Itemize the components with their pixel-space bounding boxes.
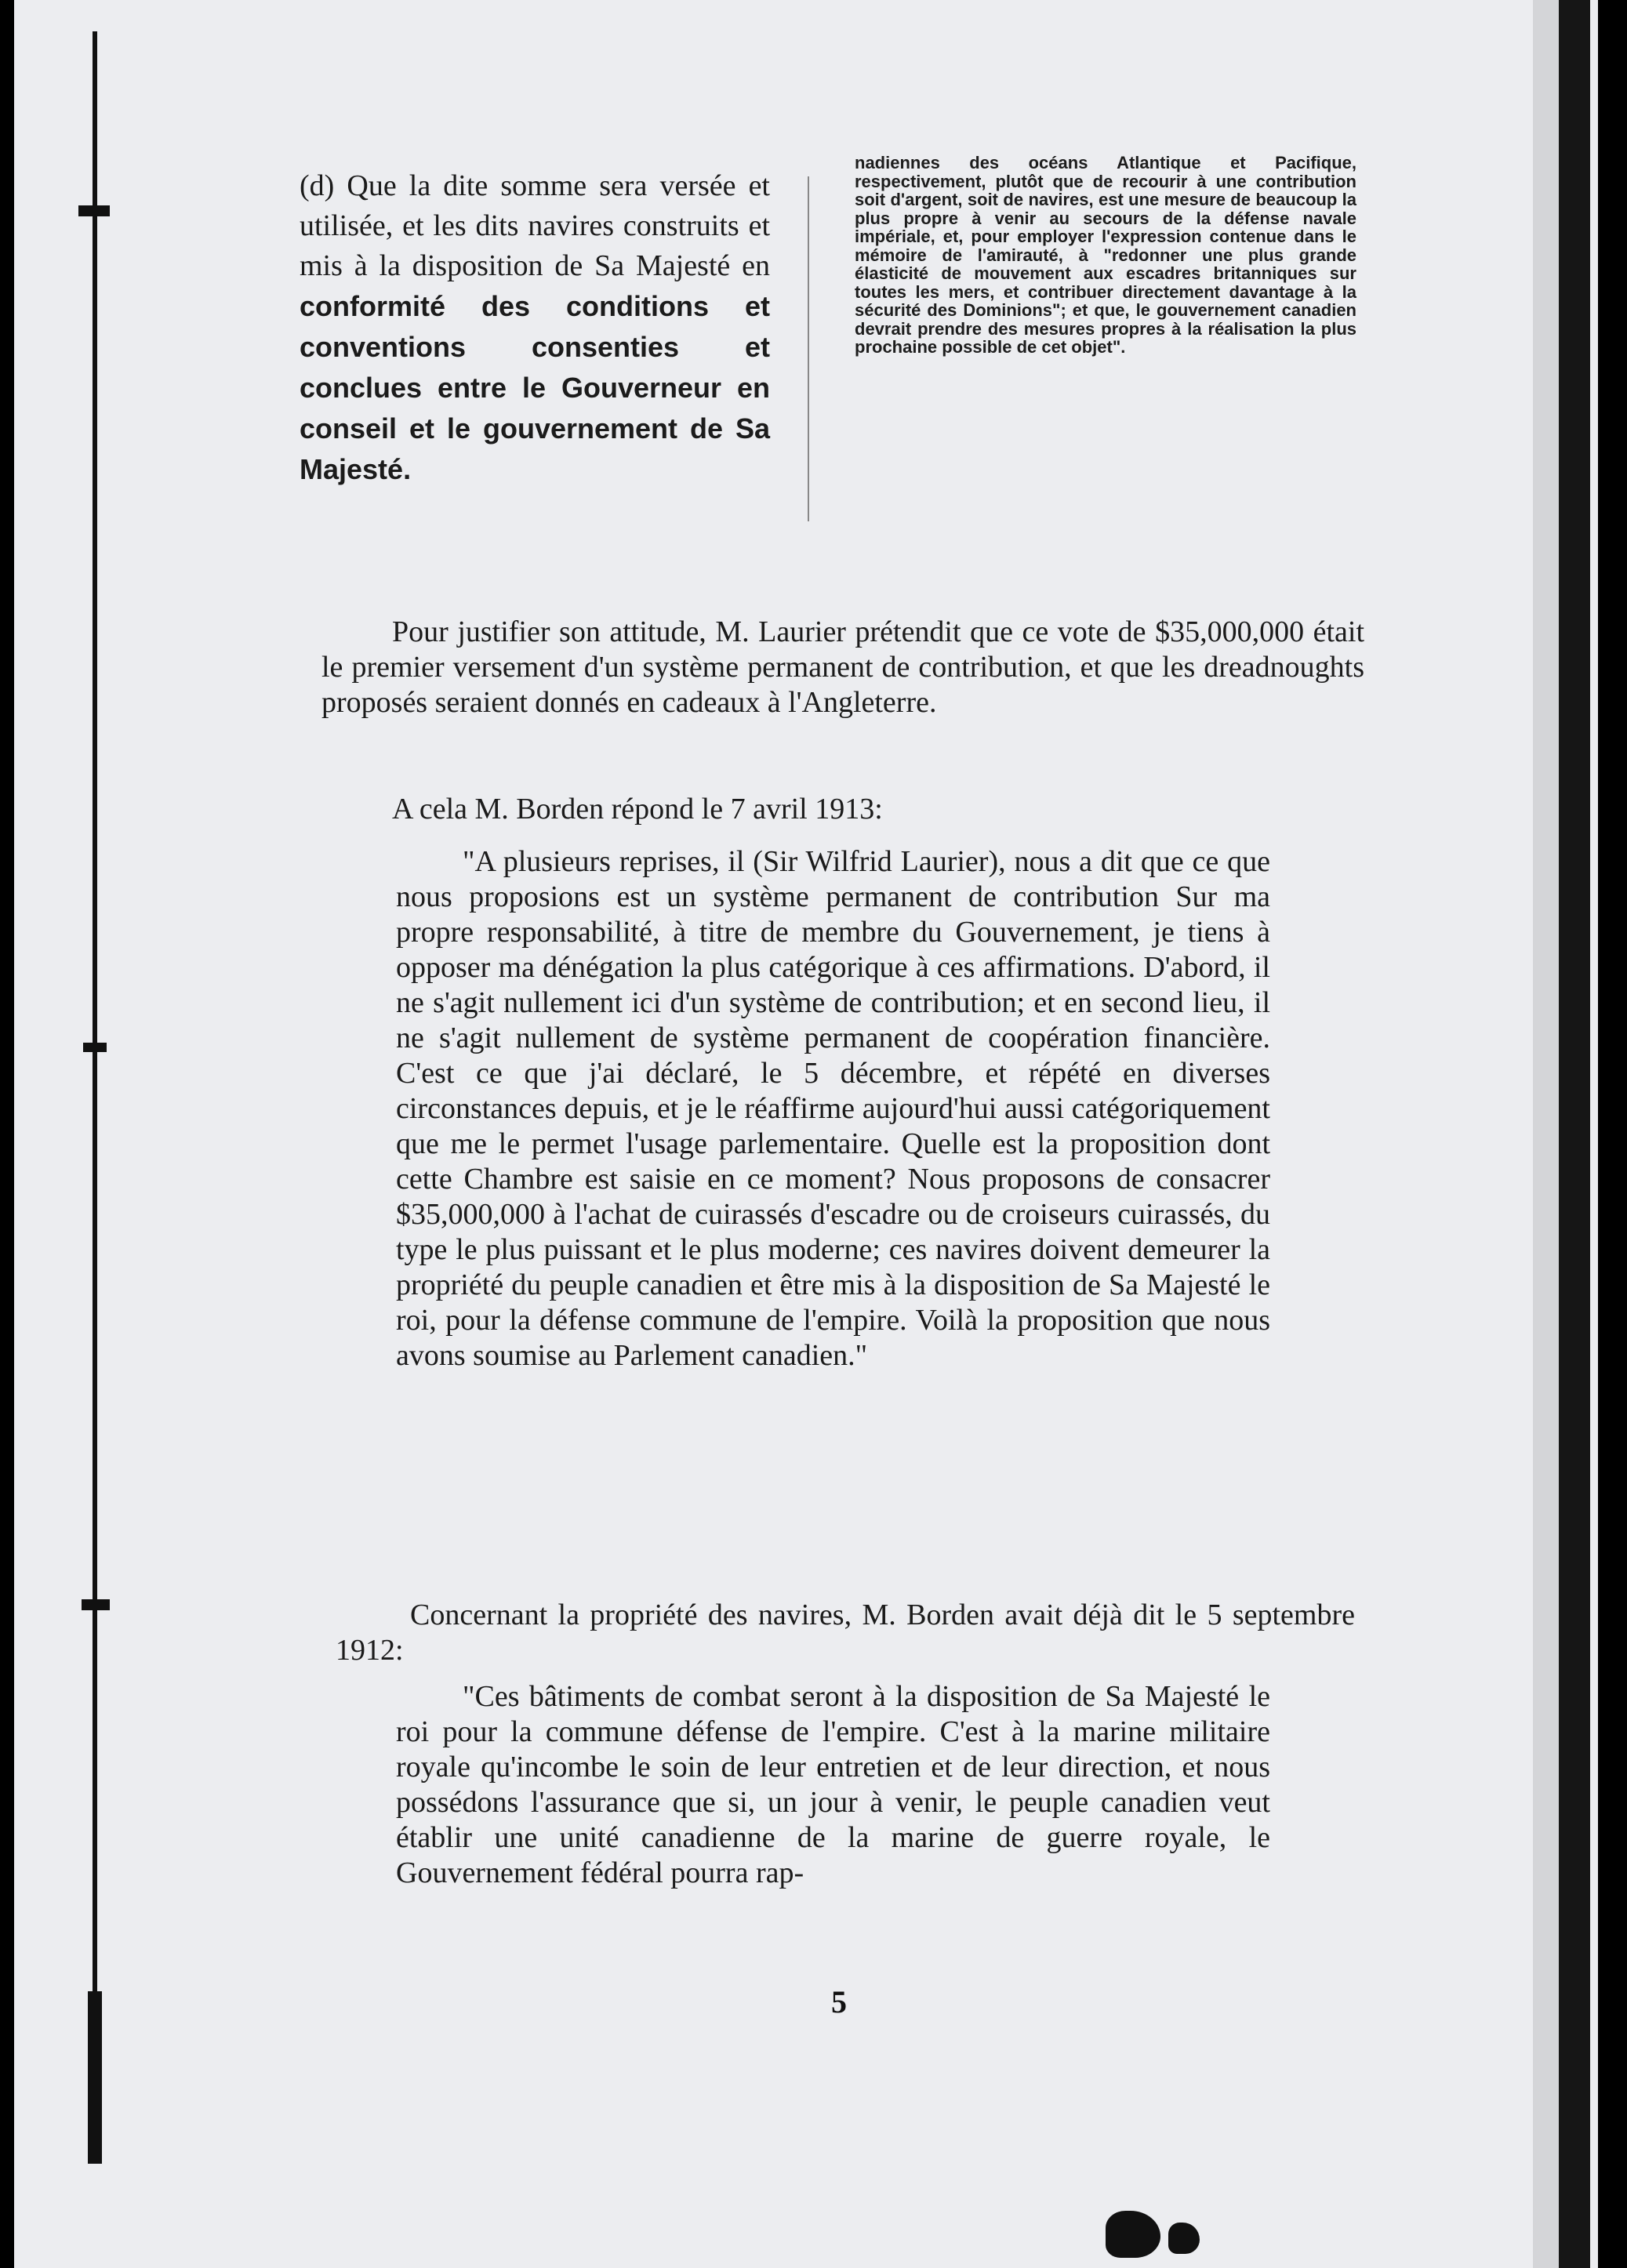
quote-borden-1913: "A plusieurs reprises, il (Sir Wilfrid Laurier), nous a dit que ce que nous proposions est un système permanent de contribution Sur ma propre responsabilité, à titre de membre du Gouvernement, je tiens à opposer ma dénégation la plus catégorique à ces affirmations. D'abord, il ne s'agit nullement ici d'un système de contribution; et en second lieu, il ne s'agit nullement de système permanent de coopération financière. C'est ce que j'ai déclaré, le 5 décembre, et répété en diverses circonstances depuis, et je le réaffirme aujourd'hui aussi catégoriquement que me le permet l'usage parlementaire. Quelle est la proposition dont cette Chambre est saisie en ce moment? Nous proposons de consacrer $35,000,000 à l'achat de cuirassés d'escadre ou de croiseurs cuirassés, du type le plus puissant et le plus moderne; ces navires doivent demeurer la propriété du peuple canadien et être mis à la disposition de Sa Majesté le roi, pour la défense commune de l'empire. Voilà la proposition que nous avons soumise au Parlement canadien." [396, 845, 1270, 1372]
binding-base [88, 1991, 102, 2164]
paragraph-ships-property: Concernant la propriété des navires, M. Borden avait déjà dit le 5 septembre 1912: [336, 1598, 1355, 1667]
paper-blemish [1168, 2223, 1200, 2254]
binding-staple-low [82, 1599, 110, 1610]
binding-spine [93, 31, 97, 2007]
binding-staple-top [78, 205, 110, 216]
right-column-text: nadiennes des océans Atlantique et Pacifique, respectivement, plutôt que de recourir à une contribution soit d'argent, soit de navires, est une mesure de beaucoup la plus propre à venir au secours de la défense navale impériale, et, pour employer l'expression contenue dans le mémoire de l'amirauté, à "redonner une plus grande élasticité de mouvement aux escadres britanniques sur toutes les mers, et contribuer directement davantage à la sécurité des Dominions"; et que, le gouvernement canadien devrait prendre des mesures propres à la réalisation la plus prochaine possible de cet objet". [855, 153, 1356, 357]
binding-staple-mid [83, 1043, 107, 1052]
page-number: 5 [831, 1984, 847, 2019]
paragraph-borden-reply: A cela M. Borden répond le 7 avril 1913: [392, 793, 883, 826]
quote-borden-1912: "Ces bâtiments de combat seront à la disposition de Sa Majesté le roi pour la commune défense de l'empire. C'est à la marine militaire royale qu'incombe le soin de leur entretien et de leur direction, et nous possédons l'assurance que si, un jour à venir, le peuple canadien veut établir une unité canadienne de la marine de guerre royale, le Gouvernement fédéral pourra rap- [396, 1680, 1270, 1889]
left-column-bold: conformité des conditions et conventions consenties et conclues entre le Gouverneur en conseil et le gouvernement de Sa Majesté. [300, 290, 770, 485]
page-edge-shade [1533, 0, 1560, 2268]
page-edge-dark [1559, 0, 1590, 2268]
left-column-intro: (d) Que la dite somme sera versée et utilisée, et les dits navires construits et mis à la disposition de Sa Majesté en [300, 169, 770, 282]
column-divider [808, 176, 809, 521]
paragraph-laurier: Pour justifier son attitude, M. Laurier prétendit que ce vote de $35,000,000 était le premier versement d'un système permanent de contribution, et que les dreadnoughts proposés seraient donnés en cadeaux à l'Angleterre. [321, 615, 1364, 719]
left-column-text [300, 166, 770, 490]
